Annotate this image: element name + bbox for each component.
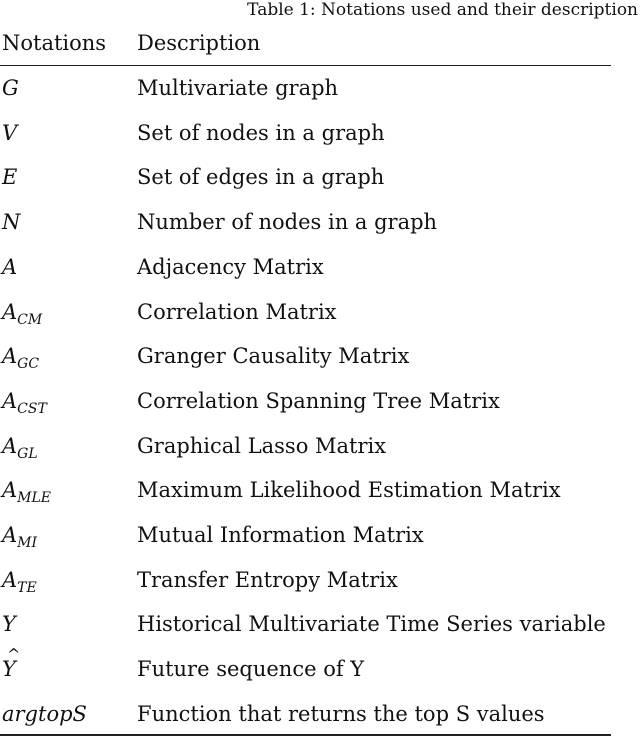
- notation-symbol: argtopS: [2, 701, 87, 726]
- notation-description: Set of nodes in a graph: [137, 120, 385, 145]
- header-notations: Notations: [2, 31, 107, 55]
- notation-description: Future sequence of Y: [137, 657, 365, 682]
- notation-symbol: $A_{MLE}$: [2, 478, 52, 507]
- notation-description: Set of edges in a graph: [137, 165, 385, 190]
- notation-symbol: $A_{CST}$: [2, 388, 47, 417]
- notation-symbol: Y: [2, 612, 16, 637]
- notation-description: Correlation Matrix: [137, 299, 337, 324]
- notation-symbol: $A_{MI}$: [2, 523, 38, 551]
- notation-symbol: ^ Y: [2, 657, 16, 681]
- header-rule: [0, 65, 611, 66]
- notation-description: Graphical Lasso Matrix: [137, 433, 387, 458]
- notation-description: Adjacency Matrix: [137, 254, 324, 279]
- notation-symbol: $A_{GL}$: [2, 433, 38, 462]
- notation-symbol: E: [2, 165, 18, 190]
- notation-description: Historical Multivariate Time Series variable: [137, 612, 606, 637]
- notation-symbol: $A_{TE}$: [2, 567, 37, 596]
- notation-description: Number of nodes in a graph: [137, 210, 438, 235]
- header-description: Description: [137, 31, 261, 55]
- notation-description: Transfer Entropy Matrix: [137, 567, 398, 592]
- bottom-rule: [0, 734, 611, 736]
- notation-description: Granger Causality Matrix: [137, 344, 410, 369]
- notation-symbol: N: [2, 210, 21, 235]
- notation-description: Function that returns the top S values: [137, 701, 545, 726]
- notation-symbol: V: [2, 120, 18, 145]
- notation-description: Maximum Likelihood Estimation Matrix: [137, 478, 561, 503]
- notation-description: Mutual Information Matrix: [137, 523, 424, 547]
- table-caption: Table 1: Notations used and their description: [247, 0, 638, 20]
- notation-symbol: G: [2, 76, 19, 100]
- notation-symbol: $A_{CM}$: [2, 299, 43, 328]
- notation-description: Multivariate graph: [137, 76, 339, 100]
- notation-symbol: A: [2, 254, 18, 279]
- notation-description: Correlation Spanning Tree Matrix: [137, 388, 500, 413]
- notation-symbol: $A_{GC}$: [2, 344, 40, 373]
